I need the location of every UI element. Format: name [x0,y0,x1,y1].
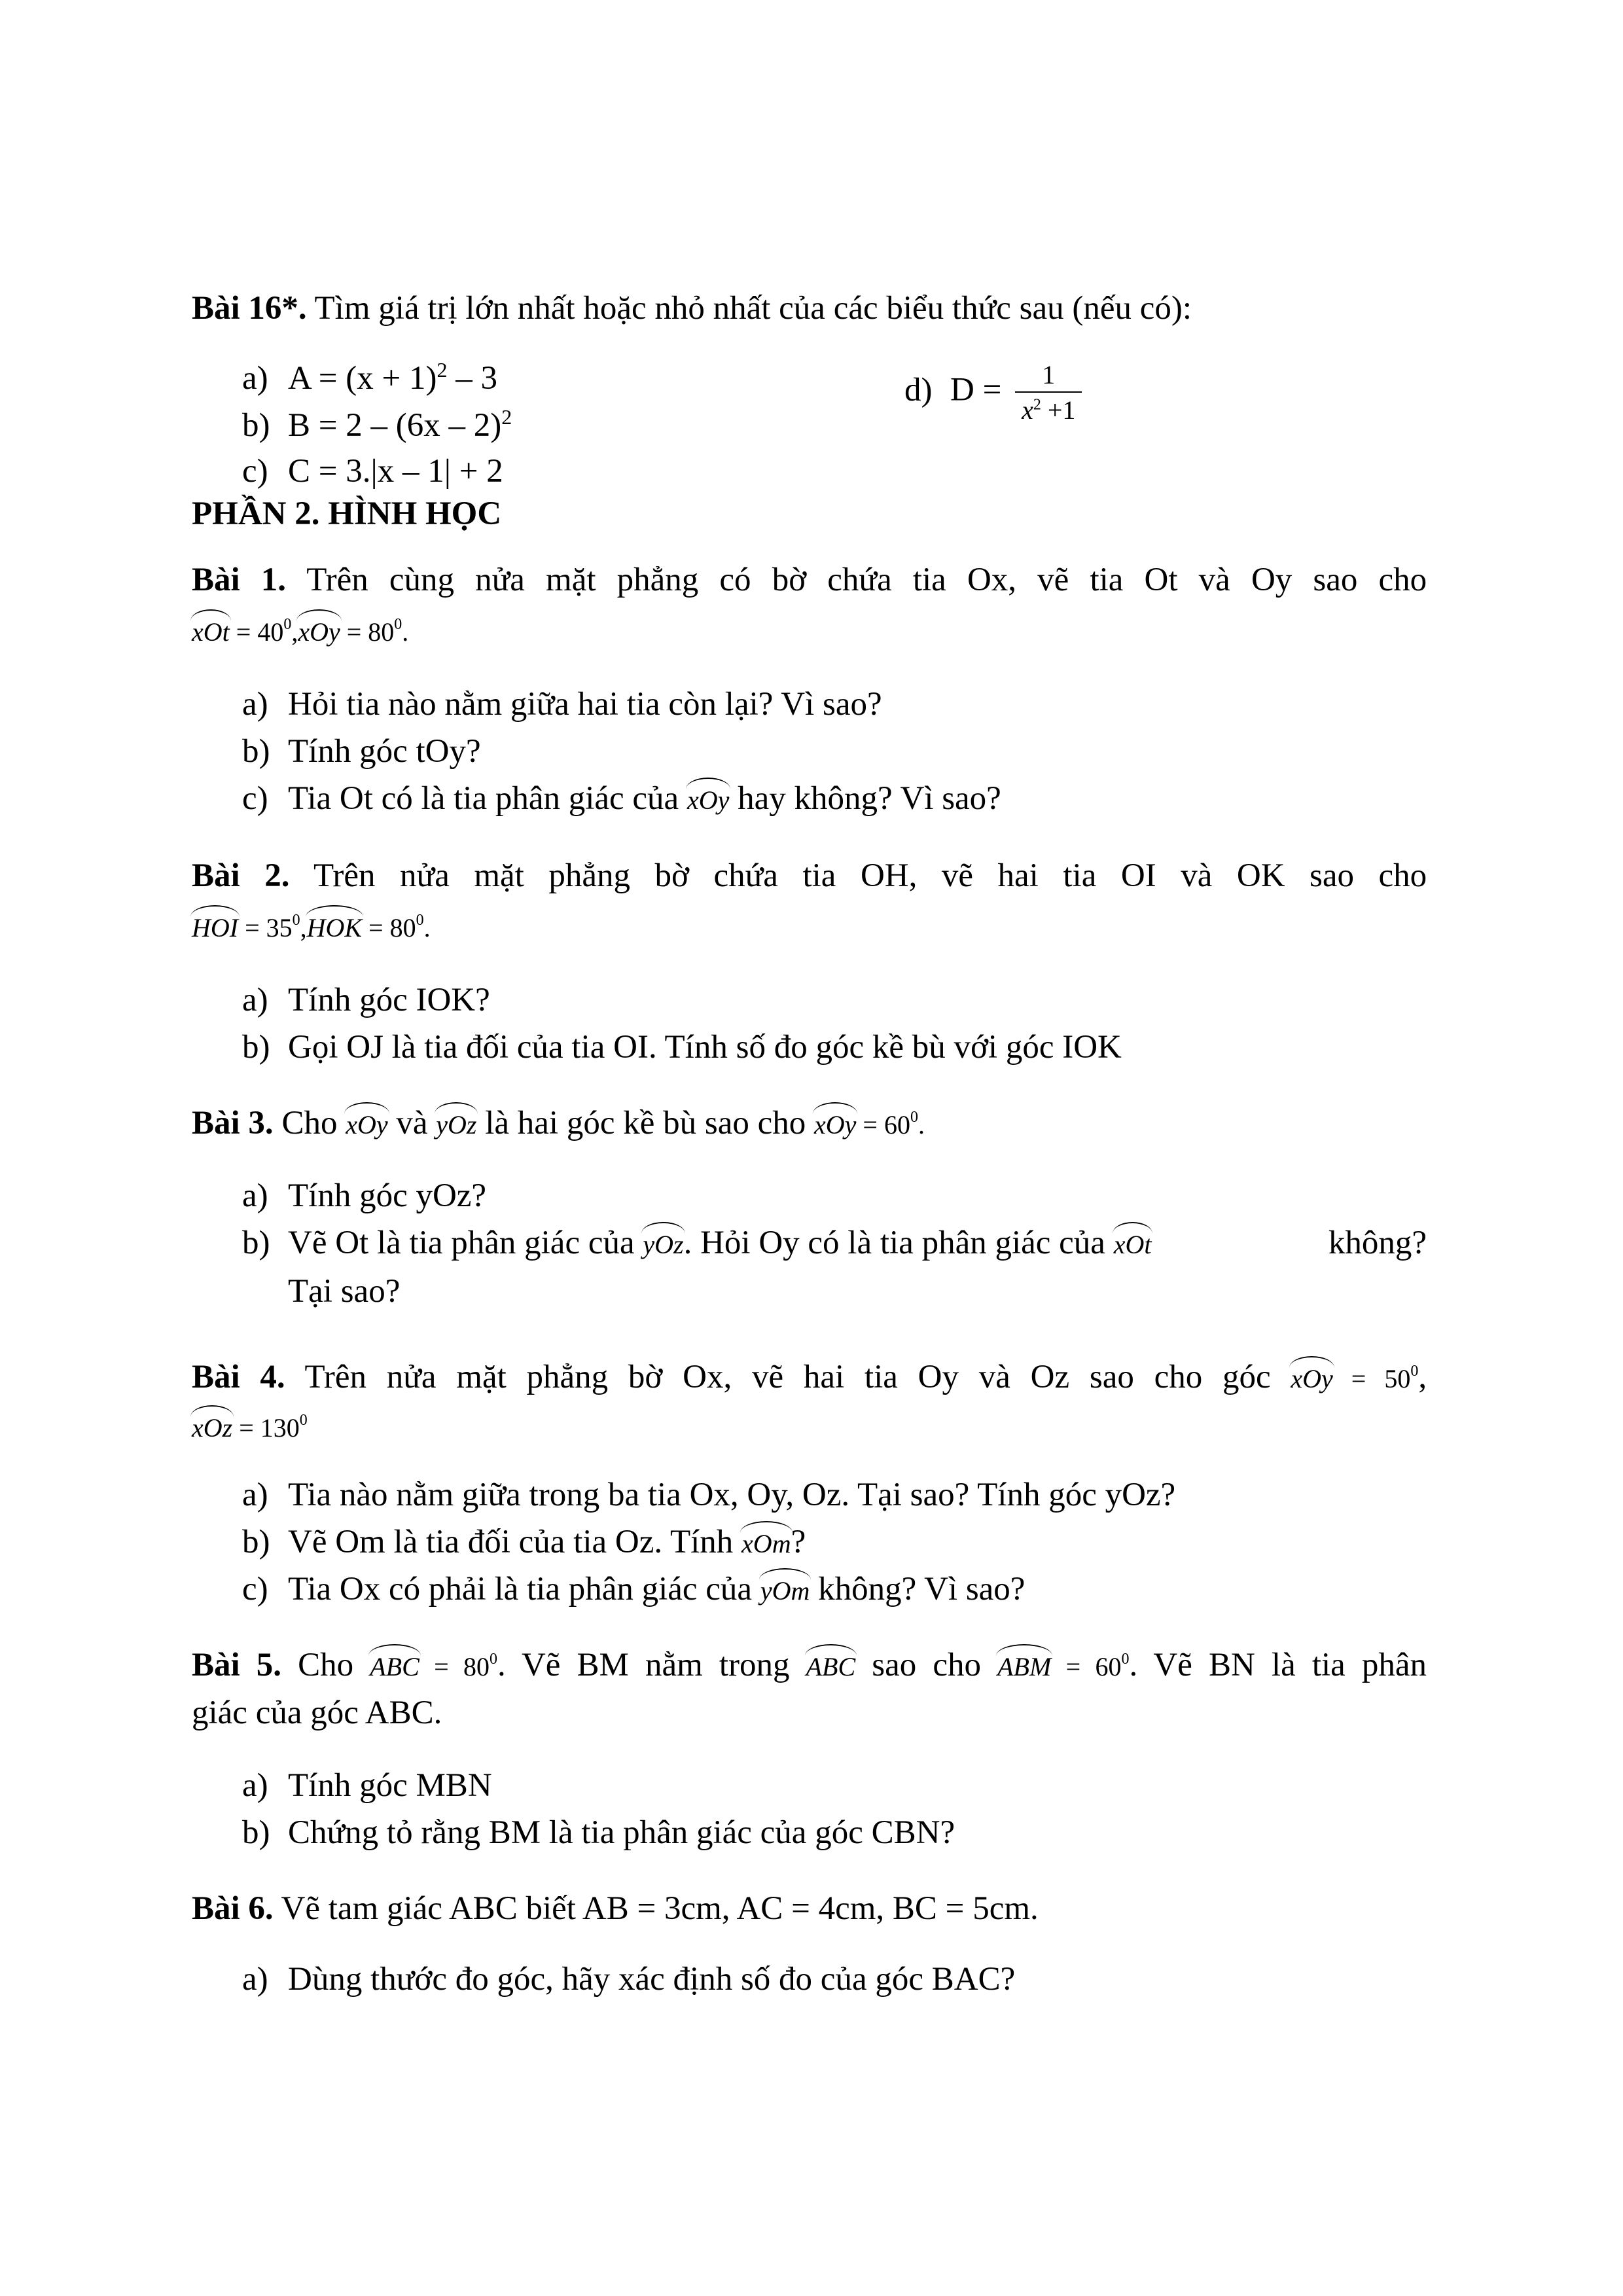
b3-item-b: b) Vẽ Ot là tia phân giác của yOz. Hỏi Oy có là tia phân giác của xOt không? [242,1223,1427,1265]
b16-text: Tìm giá trị lớn nhất hoặc nhỏ nhất của các biểu thức sau (nếu có): [314,290,1192,327]
angle-HOI: HOI [192,912,238,944]
b4-item-c: c) Tia Ox có phải là tia phân giác của yOm không? Vì sao? [242,1569,1025,1611]
angle-yOz: yOz [643,1229,683,1261]
angle-ABC: ABC [806,1651,856,1683]
angle-xOz: xOz [192,1412,232,1444]
angle-xOt: xOt [192,616,230,649]
b2-item-a: a) Tính góc IOK? [242,982,490,1018]
b1-item-a: a) Hỏi tia nào nằm giữa hai tia còn lại? Vì sao? [242,686,882,723]
b4-line1: Bài 4. Trên nửa mặt phẳng bờ Ox, vẽ hai tia Oy và Oz sao cho góc xOy = $50^0$, [192,1357,1427,1399]
angle-ABC: ABC [370,1651,419,1683]
b4-item-b: b) Vẽ Om là tia đối của tia Oz. Tính xOm? [242,1522,806,1564]
fraction-d: $\frac{1}{x^2 +1}$ [1015,359,1082,427]
b2-line2: HOI = $35^0$, HOK = $80^0$. [192,906,431,948]
b6-line1: Bài 6. Vẽ tam giác ABC biết AB = 3cm, AC = 4cm, BC = 5cm. [192,1890,1039,1927]
b3-line1: Bài 3. Cho xOy và yOz là hai góc kề bù sao cho xOy = $60^0$. [192,1103,925,1145]
b1-item-c: c) Tia Ot có là tia phân giác của xOy hay không? Vì sao? [242,778,1001,820]
b16-item-d: d) D = $\frac{1}{x^2 +1}$ [904,359,1082,427]
b5-line1: Bài 5. Cho ABC = $80^0$. Vẽ BM nằm trong ABC sao cho ABM = $60^0$. Vẽ BN là tia phân [192,1645,1427,1687]
b16-item-b: b) B = 2 – (6x – 2)$^2$ [242,405,512,444]
angle-xOy: xOy [298,616,340,649]
b16-item-c: c) C = 3.|x – 1| + 2 [242,453,503,490]
angle-yOz: yOz [436,1109,476,1141]
b2-item-b: b) Gọi OJ là tia đối của tia OI. Tính số đo góc kề bù với góc IOK [242,1029,1122,1066]
b6-item-a: a) Dùng thước đo góc, hãy xác định số đo của góc BAC? [242,1961,1016,1998]
b16-heading [192,288,1192,330]
b2-line1: Bài 2. Trên nửa mặt phẳng bờ chứa tia OH, vẽ hai tia OI và OK sao cho [192,857,1427,894]
angle-yOm: yOm [760,1575,810,1607]
b16-title: Bài 16*. [192,290,307,327]
b3-item-b-cont: Tại sao? [288,1273,401,1310]
angle-HOK: HOK [307,912,362,944]
b3-item-a: a) Tính góc yOz? [242,1177,487,1214]
b5-item-a: a) Tính góc MBN [242,1767,492,1804]
b16-item-a: a) $A = (x + 1)^2 - 3$ [242,358,498,397]
angle-xOm: xOm [741,1528,791,1560]
part2-heading: PHẦN 2. HÌNH HỌC [192,495,502,532]
angle-xOt: xOt [1114,1229,1152,1261]
angle-xOy: xOy [1291,1363,1332,1395]
b4-item-a: a) Tia nào nằm giữa trong ba tia Ox, Oy, Oz. Tại sao? Tính góc yOz? [242,1477,1176,1513]
angle-xOy: xOy [814,1109,856,1141]
b1-item-b: b) Tính góc tOy? [242,733,481,770]
angle-xOy: xOy [687,784,729,817]
b1-line2: xOt = $40^0$, xOy = $80^0$. [192,610,408,652]
b1-line1: Bài 1. Trên cùng nửa mặt phẳng có bờ chứa tia Ox, vẽ tia Ot và Oy sao cho [192,562,1427,598]
b5-line2: giác của góc ABC. [192,1695,442,1731]
b5-item-b: b) Chứng tỏ rằng BM là tia phân giác của góc CBN? [242,1814,955,1851]
angle-xOy: xOy [346,1109,387,1141]
b4-line2: xOz = $130^0$ [192,1406,308,1448]
angle-ABM: ABM [997,1651,1051,1683]
